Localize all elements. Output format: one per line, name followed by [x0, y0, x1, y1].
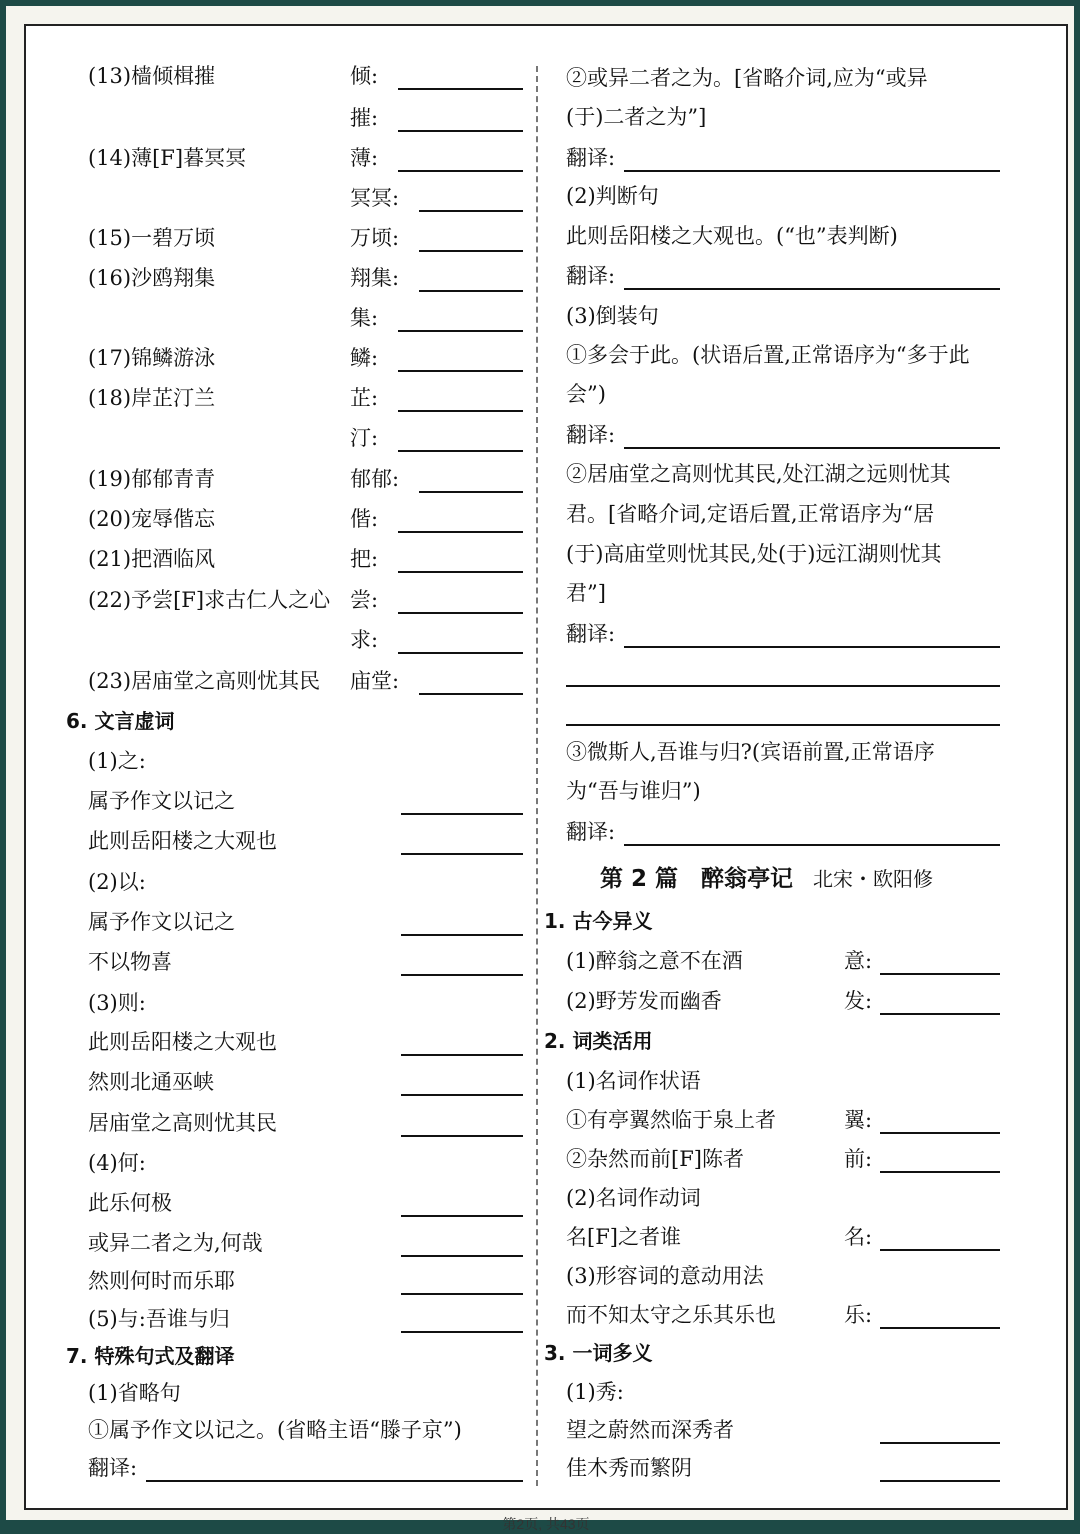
subsection-judgement: (2)判断句: [566, 184, 659, 208]
inversion-item-2-cont: 君。[省略介词,定语后置,正常语序为“居: [566, 502, 935, 526]
polysemy-row: 佳木秀而繁阴: [566, 1456, 692, 1480]
vocab-answer-blank[interactable]: [419, 210, 523, 212]
particle-row: (3)则:: [88, 991, 146, 1015]
particle-row: 然则北通巫峡: [88, 1070, 214, 1094]
vocab-label: 摧:: [350, 106, 379, 130]
chapter-name: 第 2 篇 醉翁亭记: [600, 866, 794, 892]
meaning-row: (2)野芳发而幽香: [566, 989, 722, 1013]
usage-label: 翼:: [844, 1108, 873, 1132]
vocab-label: 郁郁:: [350, 467, 400, 491]
translate-label: 翻译:: [566, 146, 616, 170]
vocab-answer-blank[interactable]: [419, 491, 523, 493]
vocab-answer-blank[interactable]: [419, 693, 523, 695]
vocab-phrase: (17)锦鳞游泳: [88, 346, 216, 370]
vocab-answer-blank[interactable]: [398, 330, 523, 332]
vocab-label: 汀:: [350, 426, 379, 450]
vocab-answer-blank[interactable]: [398, 130, 523, 132]
vocab-phrase: (13)樯倾楫摧: [88, 64, 216, 88]
vocab-label: 薄:: [350, 146, 379, 170]
usage-answer-blank[interactable]: [880, 1171, 1000, 1173]
polysemy-word: (1)秀:: [566, 1380, 624, 1404]
section-title-6: 6. 文言虚词: [66, 709, 175, 733]
vocab-label: 冥冥:: [350, 186, 400, 210]
particle-row: 此则岳阳楼之大观也: [88, 829, 277, 853]
vocab-label: 集:: [350, 306, 379, 330]
inversion-item-2-cont: (于)高庙堂则忧其民,处(于)远江湖则忧其: [566, 542, 942, 566]
vocab-answer-blank[interactable]: [419, 250, 523, 252]
translate-blank[interactable]: [566, 724, 1000, 726]
ellipsis-item-2-cont: (于)二者之为”]: [566, 105, 707, 129]
vocab-phrase: (20)宠辱偕忘: [88, 507, 216, 531]
translate-blank[interactable]: [624, 844, 1000, 846]
subsection-adjective: (3)形容词的意动用法: [566, 1264, 764, 1288]
particle-row: 不以物喜: [88, 950, 172, 974]
meaning-label: 意:: [844, 949, 873, 973]
particle-row: 此乐何极: [88, 1191, 172, 1215]
ellipsis-item-1: ①属予作文以记之。(省略主语“滕子京”): [88, 1418, 462, 1442]
section-title-7: 7. 特殊句式及翻译: [66, 1344, 235, 1368]
particle-row: (4)何:: [88, 1151, 146, 1175]
usage-label: 前:: [844, 1147, 873, 1171]
polysemy-answer-blank[interactable]: [880, 1480, 1000, 1482]
vocab-answer-blank[interactable]: [398, 88, 523, 90]
particle-row: 居庙堂之高则忧其民: [88, 1111, 277, 1135]
section-title-2: 2. 词类活用: [544, 1029, 653, 1053]
translate-label: 翻译:: [566, 264, 616, 288]
meaning-answer-blank[interactable]: [880, 1013, 1000, 1015]
vocab-label: 尝:: [350, 588, 379, 612]
section-title-3: 3. 一词多义: [544, 1341, 653, 1365]
vocab-label: 求:: [350, 628, 379, 652]
ellipsis-item-2: ②或异二者之为。[省略介词,应为“或异: [566, 66, 928, 90]
vocab-answer-blank[interactable]: [398, 531, 523, 533]
translate-label: 翻译:: [566, 820, 616, 844]
meaning-label: 发:: [844, 989, 873, 1013]
subsection-ellipsis: (1)省略句: [88, 1381, 181, 1405]
particle-answer-blank[interactable]: [401, 1255, 523, 1257]
particle-answer-blank[interactable]: [401, 813, 523, 815]
translate-blank[interactable]: [624, 170, 1000, 172]
polysemy-answer-blank[interactable]: [880, 1442, 1000, 1444]
inversion-item-2: ②居庙堂之高则忧其民,处江湖之远则忧其: [566, 462, 951, 486]
particle-row: 然则何时而乐耶: [88, 1269, 235, 1293]
particle-answer-blank[interactable]: [401, 1293, 523, 1295]
meaning-answer-blank[interactable]: [880, 973, 1000, 975]
vocab-label: 偕:: [350, 507, 379, 531]
vocab-phrase: (18)岸芷汀兰: [88, 386, 216, 410]
translate-label: 翻译:: [88, 1456, 138, 1480]
polysemy-row: 望之蔚然而深秀者: [566, 1418, 734, 1442]
chapter-author: 北宋・欧阳修: [813, 867, 934, 891]
translate-blank[interactable]: [146, 1480, 523, 1482]
particle-row: 此则岳阳楼之大观也: [88, 1030, 277, 1054]
subsection-inversion: (3)倒装句: [566, 304, 659, 328]
particle-answer-blank[interactable]: [401, 1331, 523, 1333]
page-footer: 第2页, 共43页: [502, 1516, 590, 1532]
subsection-noun-verb: (2)名词作动词: [566, 1186, 701, 1210]
particle-answer-blank[interactable]: [401, 934, 523, 936]
usage-row: 而不知太守之乐其乐也: [566, 1303, 776, 1327]
vocab-answer-blank[interactable]: [398, 170, 523, 172]
vocab-phrase: (16)沙鸥翔集: [88, 266, 216, 290]
section-title-1: 1. 古今异义: [544, 909, 653, 933]
particle-answer-blank[interactable]: [401, 974, 523, 976]
particle-answer-blank[interactable]: [401, 1215, 523, 1217]
column-divider: [536, 66, 538, 1486]
particle-row: (5)与:吾谁与归: [88, 1307, 230, 1331]
meaning-row: (1)醉翁之意不在酒: [566, 949, 743, 973]
vocab-phrase: (21)把酒临风: [88, 547, 216, 571]
particle-row: 属予作文以记之: [88, 910, 235, 934]
particle-row: 或异二者之为,何哉: [88, 1231, 263, 1255]
vocab-answer-blank[interactable]: [398, 571, 523, 573]
particle-row: (2)以:: [88, 870, 146, 894]
translate-label: 翻译:: [566, 622, 616, 646]
particle-row: 属予作文以记之: [88, 789, 235, 813]
chapter-title: [600, 860, 933, 893]
usage-answer-blank[interactable]: [880, 1249, 1000, 1251]
vocab-label: 倾:: [350, 64, 379, 88]
translate-blank[interactable]: [566, 685, 1000, 687]
vocab-phrase: (23)居庙堂之高则忧其民: [88, 669, 321, 693]
usage-label: 名:: [844, 1225, 873, 1249]
usage-answer-blank[interactable]: [880, 1327, 1000, 1329]
particle-answer-blank[interactable]: [401, 1054, 523, 1056]
inversion-item-2-cont: 君”]: [566, 581, 606, 605]
vocab-label: 庙堂:: [350, 669, 400, 693]
vocab-answer-blank[interactable]: [398, 410, 523, 412]
vocab-label: 翔集:: [350, 266, 400, 290]
vocab-label: 鳞:: [350, 346, 379, 370]
vocab-label: 万顷:: [350, 226, 400, 250]
inversion-item-3-cont: 为“吾与谁归”): [566, 779, 701, 803]
vocab-answer-blank[interactable]: [398, 450, 523, 452]
inversion-item-1: ①多会于此。(状语后置,正常语序为“多于此: [566, 343, 970, 367]
vocab-answer-blank[interactable]: [419, 290, 523, 292]
judgement-item: 此则岳阳楼之大观也。(“也”表判断): [566, 224, 898, 248]
usage-row: ①有亭翼然临于泉上者: [566, 1108, 776, 1132]
vocab-label: 芷:: [350, 386, 379, 410]
vocab-label: 把:: [350, 547, 379, 571]
translate-blank[interactable]: [624, 288, 1000, 290]
particle-answer-blank[interactable]: [401, 1094, 523, 1096]
worksheet-page: [24, 24, 1068, 1532]
vocab-answer-blank[interactable]: [398, 612, 523, 614]
vocab-phrase: (19)郁郁青青: [88, 467, 216, 491]
particle-answer-blank[interactable]: [401, 1135, 523, 1137]
inversion-item-1-cont: 会”): [566, 382, 606, 406]
particle-row: (1)之:: [88, 749, 146, 773]
translate-blank[interactable]: [624, 646, 1000, 648]
page-frame: [6, 6, 1074, 1532]
vocab-phrase: (14)薄[F]暮冥冥: [88, 146, 247, 170]
vocab-answer-blank[interactable]: [398, 652, 523, 654]
vocab-answer-blank[interactable]: [398, 370, 523, 372]
subsection-noun-adverbial: (1)名词作状语: [566, 1069, 701, 1093]
usage-label: 乐:: [844, 1303, 873, 1327]
translate-blank[interactable]: [624, 447, 1000, 449]
vocab-phrase: (22)予尝[F]求古仁人之心: [88, 588, 331, 612]
vocab-phrase: (15)一碧万顷: [88, 226, 216, 250]
usage-answer-blank[interactable]: [880, 1132, 1000, 1134]
inversion-item-3: ③微斯人,吾谁与归?(宾语前置,正常语序: [566, 740, 935, 764]
particle-answer-blank[interactable]: [401, 853, 523, 855]
translate-label: 翻译:: [566, 423, 616, 447]
usage-row: ②杂然而前[F]陈者: [566, 1147, 744, 1171]
usage-row: 名[F]之者谁: [566, 1225, 681, 1249]
